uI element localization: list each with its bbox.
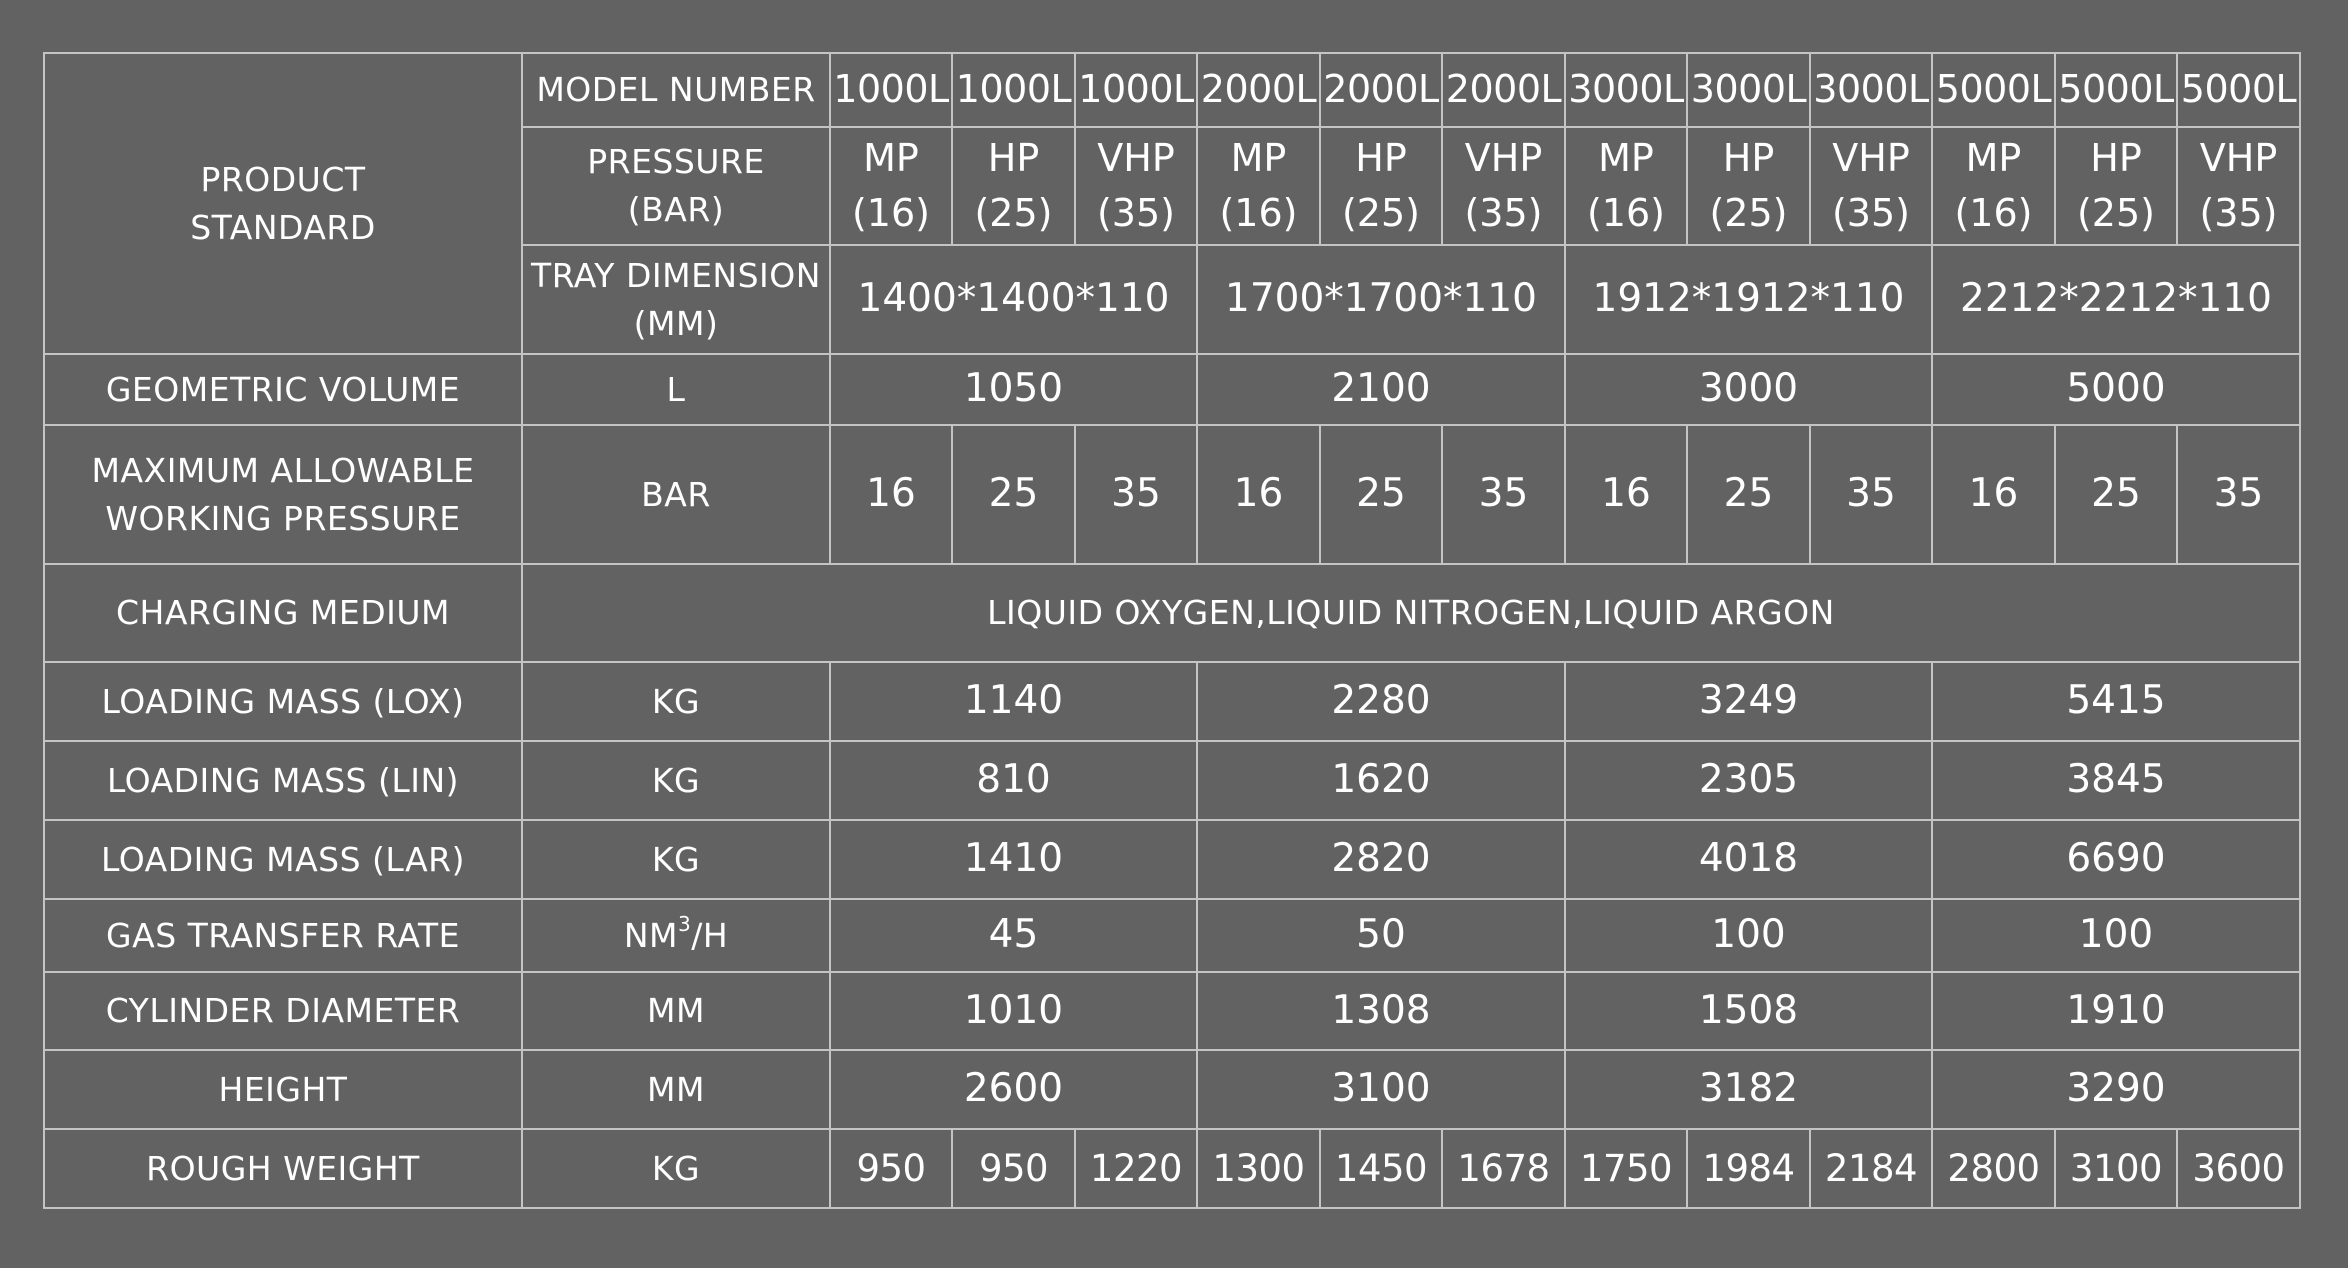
- pressure-grade: MP: [863, 135, 919, 180]
- row-unit: BAR: [522, 425, 830, 564]
- value-cell: 35: [1075, 425, 1197, 564]
- value-cell: 1300: [1197, 1129, 1320, 1208]
- value-cell: 2800: [1932, 1129, 2055, 1208]
- pressure-cell: [1932, 127, 2055, 245]
- model-cell: 1000L: [1075, 53, 1197, 127]
- row-label: GEOMETRIC VOLUME: [44, 354, 522, 425]
- value-cell: 100: [1932, 899, 2300, 972]
- pressure-label: [522, 127, 830, 245]
- value-cell: 6690: [1932, 820, 2300, 899]
- unit-tail: /H: [691, 915, 729, 955]
- value-cell: 25: [1320, 425, 1442, 564]
- value-cell: 1508: [1565, 972, 1932, 1050]
- model-cell: 5000L: [1932, 53, 2055, 127]
- value-cell: 1050: [830, 354, 1197, 425]
- pressure-grade: VHP: [1832, 135, 1910, 180]
- value-cell: 810: [830, 741, 1197, 820]
- model-number-label: MODEL NUMBER: [522, 53, 830, 127]
- pressure-label-line-1: PRESSURE: [587, 142, 765, 182]
- pressure-grade: HP: [1355, 135, 1407, 180]
- specification-table: [43, 52, 2301, 1209]
- value-cell: 1410: [830, 820, 1197, 899]
- row-label: LOADING MASS (LAR): [44, 820, 522, 899]
- value-cell: 1910: [1932, 972, 2300, 1050]
- value-cell: 950: [830, 1129, 952, 1208]
- value-cell: 950: [952, 1129, 1075, 1208]
- unit-superscript: 3: [678, 911, 692, 936]
- max-pressure-label-line-1: MAXIMUM ALLOWABLE: [91, 450, 475, 490]
- row-label: LOADING MASS (LIN): [44, 741, 522, 820]
- value-cell: 25: [1687, 425, 1810, 564]
- max-pressure-label-line-2: WORKING PRESSURE: [105, 498, 461, 538]
- value-cell: 3100: [1197, 1050, 1565, 1129]
- pressure-bar: (25): [974, 191, 1053, 235]
- value-cell: 4018: [1565, 820, 1932, 899]
- pressure-cell: [1565, 127, 1687, 245]
- row-unit: KG: [522, 662, 830, 741]
- pressure-grade: MP: [1965, 135, 2022, 180]
- row-unit: [522, 899, 830, 972]
- value-cell: 1750: [1565, 1129, 1687, 1208]
- model-cell: 1000L: [952, 53, 1075, 127]
- model-cell: 3000L: [1687, 53, 1810, 127]
- value-cell: 25: [2055, 425, 2177, 564]
- product-standard-header: [44, 53, 522, 354]
- model-cell: 2000L: [1442, 53, 1565, 127]
- value-cell: 16: [1565, 425, 1687, 564]
- pressure-bar: (35): [2199, 191, 2278, 235]
- product-standard-line-2: STANDARD: [190, 207, 376, 247]
- gas-transfer-rate-row: [44, 899, 2300, 972]
- value-cell: 2280: [1197, 662, 1565, 741]
- value-cell: 3845: [1932, 741, 2300, 820]
- value-cell: 3182: [1565, 1050, 1932, 1129]
- model-cell: 2000L: [1197, 53, 1320, 127]
- row-unit: KG: [522, 741, 830, 820]
- row-label: LOADING MASS (LOX): [44, 662, 522, 741]
- value-cell: 1678: [1442, 1129, 1565, 1208]
- tray-dimension-cell: 2212*2212*110: [1932, 245, 2300, 354]
- tray-dimension-cell: 1700*1700*110: [1197, 245, 1565, 354]
- pressure-cell: [830, 127, 952, 245]
- row-unit: KG: [522, 820, 830, 899]
- model-cell: 3000L: [1565, 53, 1687, 127]
- charging-medium-row: [44, 564, 2300, 662]
- loading-mass-lox-row: [44, 662, 2300, 741]
- model-cell: 3000L: [1810, 53, 1932, 127]
- pressure-label-line-2: (BAR): [627, 190, 725, 229]
- pressure-cell: [1075, 127, 1197, 245]
- loading-mass-lar-row: [44, 820, 2300, 899]
- row-label: [44, 425, 522, 564]
- row-label: ROUGH WEIGHT: [44, 1129, 522, 1208]
- value-cell: 1140: [830, 662, 1197, 741]
- pressure-grade: HP: [1722, 135, 1775, 180]
- row-label: GAS TRANSFER RATE: [44, 899, 522, 972]
- pressure-grade: VHP: [1464, 135, 1543, 180]
- model-cell: 2000L: [1320, 53, 1442, 127]
- value-cell: 2100: [1197, 354, 1565, 425]
- pressure-cell: [1442, 127, 1565, 245]
- spec-table-wrapper: [43, 52, 2301, 1209]
- tray-dimension-cell: 1912*1912*110: [1565, 245, 1932, 354]
- value-cell: 3000: [1565, 354, 1932, 425]
- value-cell: 2820: [1197, 820, 1565, 899]
- row-label: CHARGING MEDIUM: [44, 564, 522, 662]
- row-unit: L: [522, 354, 830, 425]
- pressure-bar: (16): [851, 191, 930, 235]
- value-cell: 35: [1442, 425, 1565, 564]
- pressure-grade: MP: [1598, 135, 1654, 180]
- value-cell: 2600: [830, 1050, 1197, 1129]
- value-cell: 100: [1565, 899, 1932, 972]
- tray-label-line-2: (MM): [633, 303, 719, 343]
- pressure-bar: (16): [1219, 191, 1298, 235]
- value-cell: 5000: [1932, 354, 2300, 425]
- value-cell: 16: [1932, 425, 2055, 564]
- pressure-cell: [2055, 127, 2177, 245]
- value-cell: 2305: [1565, 741, 1932, 820]
- value-cell: 35: [2177, 425, 2300, 564]
- pressure-bar: (25): [1709, 191, 1788, 235]
- pressure-bar: (25): [1341, 191, 1420, 235]
- max-pressure-row: [44, 425, 2300, 564]
- row-label: CYLINDER DIAMETER: [44, 972, 522, 1050]
- value-cell: 1984: [1687, 1129, 1810, 1208]
- model-number-row: [44, 53, 2300, 127]
- model-cell: 1000L: [830, 53, 952, 127]
- row-unit: KG: [522, 1129, 830, 1208]
- pressure-grade: HP: [987, 135, 1040, 180]
- pressure-bar: (16): [1586, 191, 1665, 235]
- unit-base: NM: [623, 915, 678, 955]
- value-cell: 3249: [1565, 662, 1932, 741]
- value-cell: 1010: [830, 972, 1197, 1050]
- tray-label-line-1: TRAY DIMENSION: [531, 255, 821, 295]
- pressure-grade: HP: [2090, 135, 2142, 180]
- value-cell: 3290: [1932, 1050, 2300, 1129]
- geometric-volume-row: [44, 354, 2300, 425]
- value-cell: 2184: [1810, 1129, 1932, 1208]
- pressure-bar: (35): [1464, 191, 1543, 235]
- row-unit: MM: [522, 1050, 830, 1129]
- pressure-bar: (25): [2076, 191, 2155, 235]
- charging-medium-value: LIQUID OXYGEN,LIQUID NITROGEN,LIQUID ARGON: [522, 564, 2300, 662]
- product-standard-line-1: PRODUCT: [200, 159, 366, 199]
- value-cell: 1308: [1197, 972, 1565, 1050]
- pressure-grade: VHP: [1097, 135, 1175, 180]
- tray-dimension-label: [522, 245, 830, 354]
- value-cell: 16: [830, 425, 952, 564]
- loading-mass-lin-row: [44, 741, 2300, 820]
- pressure-bar: (35): [1831, 191, 1910, 235]
- value-cell: 1620: [1197, 741, 1565, 820]
- value-cell: 1450: [1320, 1129, 1442, 1208]
- row-unit: MM: [522, 972, 830, 1050]
- value-cell: 1220: [1075, 1129, 1197, 1208]
- model-cell: 5000L: [2177, 53, 2300, 127]
- value-cell: 50: [1197, 899, 1565, 972]
- rough-weight-row: [44, 1129, 2300, 1208]
- tray-dimension-cell: 1400*1400*110: [830, 245, 1197, 354]
- pressure-bar: (35): [1096, 191, 1175, 235]
- cylinder-diameter-row: [44, 972, 2300, 1050]
- value-cell: 45: [830, 899, 1197, 972]
- pressure-grade: MP: [1230, 135, 1287, 180]
- value-cell: 5415: [1932, 662, 2300, 741]
- pressure-grade: VHP: [2199, 135, 2278, 180]
- value-cell: 3100: [2055, 1129, 2177, 1208]
- value-cell: 35: [1810, 425, 1932, 564]
- value-cell: 25: [952, 425, 1075, 564]
- row-label: HEIGHT: [44, 1050, 522, 1129]
- model-cell: 5000L: [2055, 53, 2177, 127]
- pressure-cell: [1810, 127, 1932, 245]
- pressure-cell: [1687, 127, 1810, 245]
- pressure-cell: [1197, 127, 1320, 245]
- pressure-cell: [1320, 127, 1442, 245]
- value-cell: 3600: [2177, 1129, 2300, 1208]
- value-cell: 16: [1197, 425, 1320, 564]
- pressure-cell: [952, 127, 1075, 245]
- pressure-cell: [2177, 127, 2300, 245]
- pressure-bar: (16): [1954, 191, 2033, 235]
- height-row: [44, 1050, 2300, 1129]
